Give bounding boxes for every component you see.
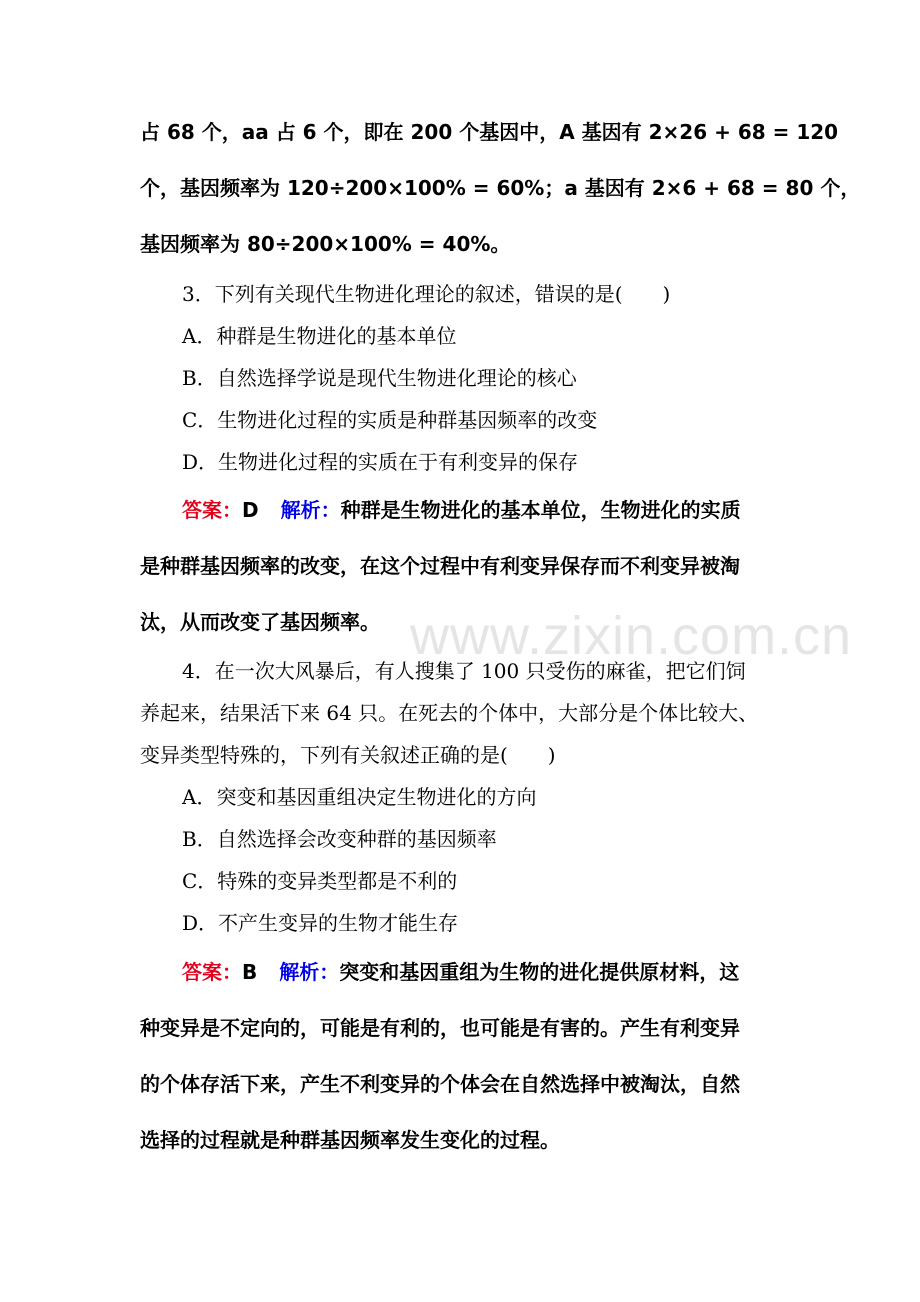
q3-answer-value: D [242,498,259,522]
q4-analysis-line-2: 种变异是不定向的，可能是有利的，也可能是有害的。产生有利变异 [140,1016,740,1040]
q4-analysis-line-4: 选择的过程就是种群基因频率发生变化的过程。 [140,1128,560,1152]
intro-line-2: 个，基因频率为 120÷200×100% = 60%；a 基因有 2×6 + 68 = 80 个， [140,176,861,200]
q3-analysis-line-3: 汰，从而改变了基因频率。 [140,610,380,634]
watermark: www.zixin.com.cn [410,606,853,666]
q3-answer-label: 答案： [182,498,242,522]
q4-option-d: D．不产生变异的生物才能生存 [182,911,459,935]
q4-stem-line-2: 养起来，结果活下来 64 只。在死去的个体中，大部分是个体比较大、 [140,701,759,725]
intro-line-3: 基因频率为 80÷200×100% = 40%。 [140,232,511,256]
q3-option-b: B．自然选择学说是现代生物进化理论的核心 [182,366,577,390]
q3-analysis-line-1: 种群是生物进化的基本单位，生物进化的实质 [340,498,741,522]
q4-option-a: A．突变和基因重组决定生物进化的方向 [182,785,537,809]
q3-answer-line [182,500,741,520]
q4-answer-label: 答案： [182,960,242,984]
q4-answer-value: B [242,960,258,984]
q4-stem-line-1: 4．在一次大风暴后，有人搜集了 100 只受伤的麻雀，把它们饲 [182,659,746,683]
q3-analysis-label: 解析： [280,498,341,522]
q4-analysis-label: 解析： [279,960,340,984]
q3-option-d: D．生物进化过程的实质在于有利变异的保存 [182,450,579,474]
q3-analysis-line-2: 是种群基因频率的改变，在这个过程中有利变异保存而不利变异被淘 [140,554,740,578]
q3-option-c: C．生物进化过程的实质是种群基因频率的改变 [182,408,598,432]
q3-stem: 3．下列有关现代生物进化理论的叙述，错误的是( ) [182,282,671,306]
q4-analysis-line-1: 突变和基因重组为生物的进化提供原材料，这 [339,960,740,984]
intro-line-1: 占 68 个，aa 占 6 个，即在 200 个基因中，A 基因有 2×26 + 68 = 120 [140,120,839,144]
q3-option-a: A．种群是生物进化的基本单位 [182,324,457,348]
q4-stem-line-3: 变异类型特殊的，下列有关叙述正确的是( ) [140,743,556,767]
q4-analysis-line-3: 的个体存活下来，产生不利变异的个体会在自然选择中被淘汰，自然 [140,1072,740,1096]
q4-option-c: C．特殊的变异类型都是不利的 [182,869,458,893]
q4-option-b: B．自然选择会改变种群的基因频率 [182,827,497,851]
q4-answer-line [182,962,739,982]
